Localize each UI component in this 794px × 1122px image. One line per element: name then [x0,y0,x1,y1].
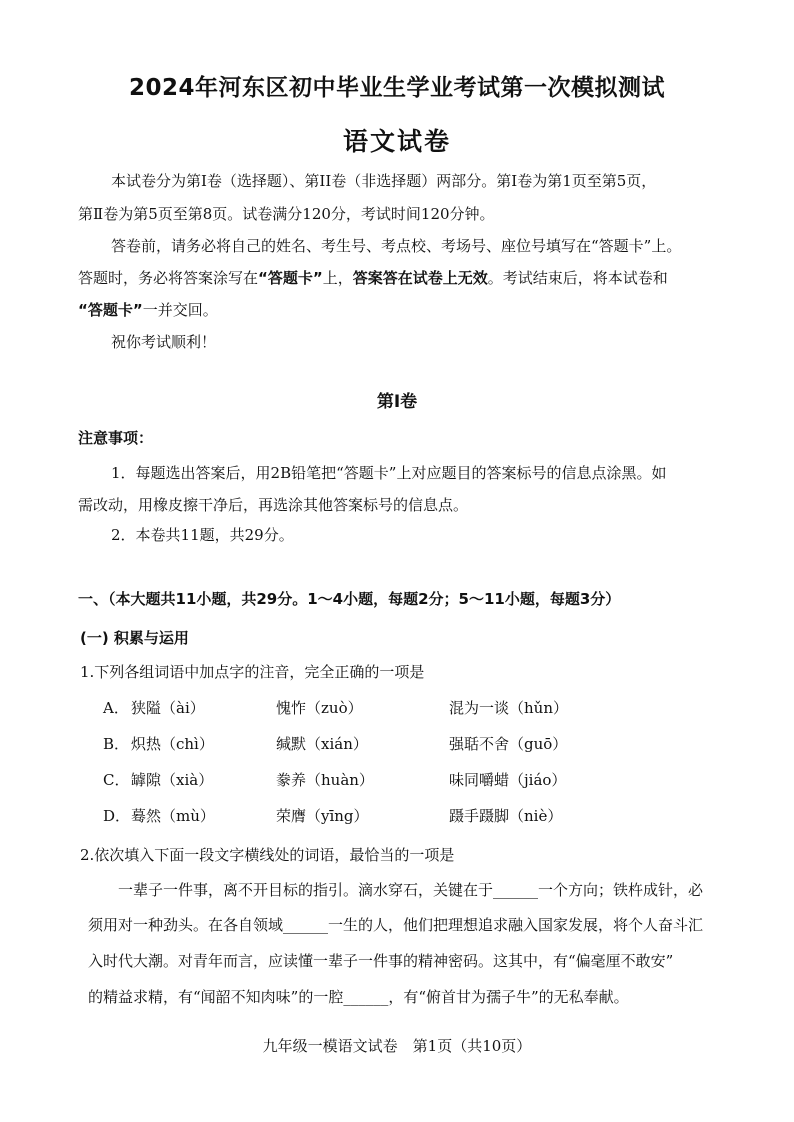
q1-option-d-word3: 蹑手蹑脚（niè） [449,807,563,825]
answer-card-term-2: “答题卡” [78,301,143,319]
q1-option-d-label: D． [103,807,131,825]
q1-option-a-label: A． [103,699,129,717]
q1-option-b-label: B． [103,735,130,753]
exam-subtitle: 语文试卷 [342,127,451,156]
intro-p1-line1: 本试卷分为第Ⅰ卷（选择题）、第II卷（非选择题）两部分。第Ⅰ卷为第1页至第5页， [111,172,657,190]
q1-option-a-word3: 混为一谈（hǔn） [449,699,568,717]
q1-option-c-label: C． [103,771,130,789]
question-2-stem: 2.依次填入下面一段文字横线处的词语，最恰当的一项是 [80,846,455,864]
exam-title: 2024年河东区初中毕业生学业考试第一次模拟测试 [128,75,665,101]
good-luck-text: 祝你考试顺利！ [111,333,217,351]
intro-p2-line3 [78,299,218,320]
answer-card-term: “答题卡” [258,269,323,287]
notice-item-2: 2．本卷共11题，共29分。 [111,526,294,544]
q1-option-a-word2: 愧怍（zuò） [276,699,363,717]
q1-option-d-word1: 蓦然（mù） [131,807,215,825]
part-heading: 一、（本大题共11小题，共29分。1～4小题，每题2分；5～11小题，每题3分） [78,590,621,608]
question-1-stem: 1.下列各组词语中加点字的注音，完全正确的一项是 [80,663,425,681]
q1-option-d-word2: 荣膺（yīng） [276,807,369,825]
q1-option-b-word3: 强聒不舍（guō） [449,735,568,753]
q1-option-c-word2: 豢养（huàn） [276,771,374,789]
question-2-passage-line3: 入时代大潮。对青年而言，应读懂一辈子一件事的精神密码。这其中，有“偏毫厘不敢安” [88,952,674,970]
page-footer: 九年级一模语文试卷 第1页（共10页） [262,1037,532,1055]
intro-p2-line1: 答卷前，请务必将自己的姓名、考生号、考点校、考场号、座位号填写在“答题卡”上。 [111,237,682,255]
notice-item-1-line2: 需改动，用橡皮擦干净后，再选涂其他答案标号的信息点。 [78,496,469,514]
notice-heading: 注意事项： [78,429,154,447]
question-2-passage-line2: 须用对一种劲头。在各自领域______一生的人，他们把理想追求融入国家发展，将个人奋斗汇 [88,916,704,934]
intro-p2-line2 [78,267,668,288]
sub-heading: (一) 积累与运用 [80,629,189,647]
question-2-passage-line1: 一辈子一件事，离不开目标的指引。滴水穿石，关键在于______一个方向；铁杵成针，必 [118,881,704,899]
q1-option-c-word1: 罅隙（xià） [131,771,214,789]
q1-option-b-word2: 缄默（xián） [276,735,368,753]
intro-p2-text-f: 一并交回。 [142,301,218,319]
question-2-passage-line4: 的精益求精，有“闻韶不知肉味”的一腔______，有“俯首甘为孺子牛”的无私奉献。 [88,988,629,1006]
intro-p2-text-a: 答题时，务必将答案涂写在 [78,269,259,287]
q1-option-c-word3: 味同嚼蜡（jiáo） [449,771,567,789]
q1-option-a-word1: 狭隘（ài） [131,699,205,717]
intro-p1-line2: 第Ⅱ卷为第5页至第8页。试卷满分120分，考试时间120分钟。 [78,205,495,223]
notice-item-1-line1: 1．每题选出答案后，用2B铅笔把“答题卡”上对应题目的答案标号的信息点涂黑。如 [111,464,667,482]
q1-option-b-word1: 炽热（chì） [131,735,214,753]
intro-p2-text-e: 。考试结束后，将本试卷和 [487,269,668,287]
invalid-answer-warning: 答案答在试卷上无效 [352,269,488,287]
intro-p2-text-c: 上， [322,269,353,287]
section-title: 第Ⅰ卷 [376,392,418,412]
